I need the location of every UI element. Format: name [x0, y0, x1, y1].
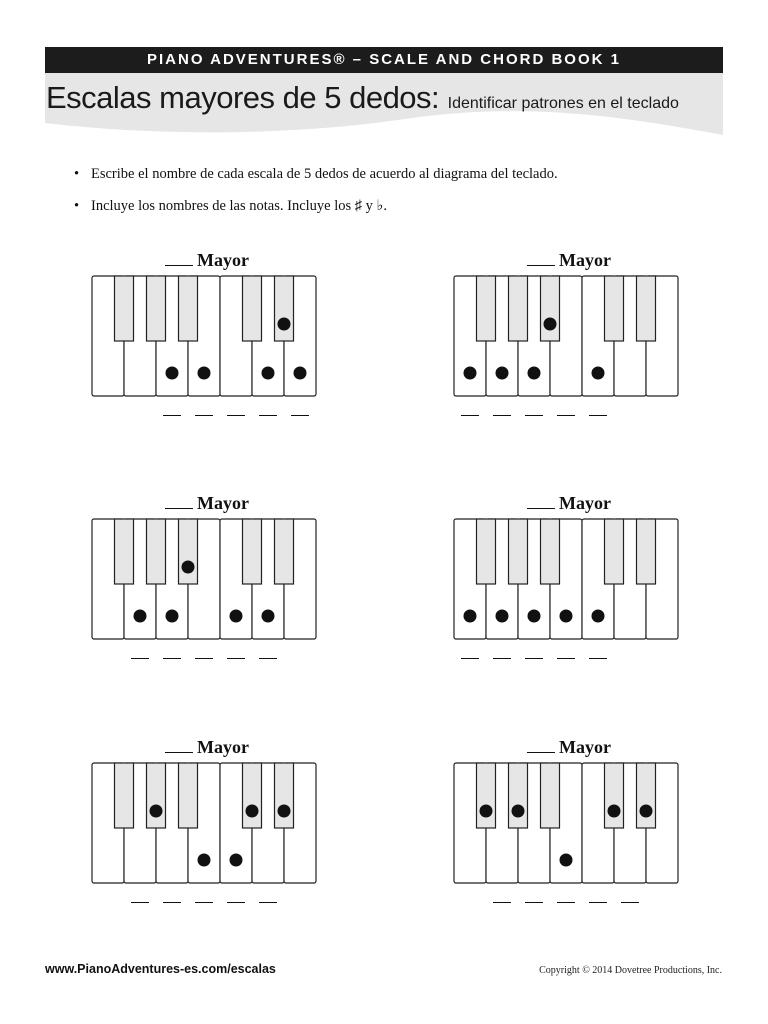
- note-answer-blank[interactable]: [195, 902, 213, 903]
- black-key-dot: [512, 805, 525, 818]
- keyboard-diagram: [453, 275, 679, 397]
- white-key-dot: [592, 610, 605, 623]
- exercise-1: [91, 249, 323, 439]
- black-key-dot: [150, 805, 163, 818]
- black-key: [637, 276, 656, 341]
- exercise-label: Mayor: [559, 737, 611, 757]
- scale-name-blank[interactable]: [165, 492, 193, 509]
- black-key: [115, 519, 134, 584]
- note-answer-blank[interactable]: [557, 902, 575, 903]
- black-key-dot: [278, 318, 291, 331]
- keyboard-diagram: [453, 518, 679, 640]
- note-answer-blank[interactable]: [195, 658, 213, 659]
- black-key: [243, 276, 262, 341]
- black-key: [179, 763, 198, 828]
- white-key-dot: [464, 367, 477, 380]
- exercise-6: [453, 736, 685, 926]
- white-key-dot: [166, 367, 179, 380]
- black-key-dot: [480, 805, 493, 818]
- black-key: [509, 276, 528, 341]
- white-key-dot: [464, 610, 477, 623]
- exercise-title: [453, 249, 685, 273]
- keyboard-diagram: [453, 762, 679, 884]
- note-answer-blank[interactable]: [291, 415, 309, 416]
- exercise-title: [453, 736, 685, 760]
- exercise-2: [453, 249, 685, 439]
- black-key: [477, 763, 496, 828]
- note-answer-blank[interactable]: [163, 902, 181, 903]
- exercise-label: Mayor: [559, 250, 611, 270]
- black-key-dot: [246, 805, 259, 818]
- title-main: Escalas mayores de 5 dedos:: [46, 80, 440, 115]
- bullet-icon: •: [74, 198, 80, 214]
- note-answer-blank[interactable]: [163, 658, 181, 659]
- black-key: [147, 276, 166, 341]
- scale-name-blank[interactable]: [527, 249, 555, 266]
- black-key: [541, 276, 560, 341]
- black-key: [637, 763, 656, 828]
- white-key-dot: [592, 367, 605, 380]
- black-key: [605, 763, 624, 828]
- note-answer-blank[interactable]: [259, 415, 277, 416]
- exercise-5: [91, 736, 323, 926]
- note-answer-blank[interactable]: [557, 415, 575, 416]
- white-key-dot: [262, 610, 275, 623]
- white-key-dot: [198, 367, 211, 380]
- instruction-text: Escribe el nombre de cada escala de 5 dedos de acuerdo al diagrama del teclado.: [91, 166, 558, 182]
- exercise-4: [453, 492, 685, 682]
- white-key-dot: [230, 610, 243, 623]
- black-key: [637, 519, 656, 584]
- exercise-label: Mayor: [197, 737, 249, 757]
- scale-name-blank[interactable]: [165, 249, 193, 266]
- white-key-dot: [230, 854, 243, 867]
- black-key-dot: [608, 805, 621, 818]
- white-key-dot: [134, 610, 147, 623]
- black-key: [179, 276, 198, 341]
- white-key-dot: [496, 367, 509, 380]
- note-answer-blank[interactable]: [461, 415, 479, 416]
- scale-name-blank[interactable]: [165, 736, 193, 753]
- note-answer-blank[interactable]: [163, 415, 181, 416]
- footer-url[interactable]: www.PianoAdventures-es.com/escalas: [45, 962, 276, 976]
- black-key: [541, 763, 560, 828]
- black-key: [115, 763, 134, 828]
- black-key-dot: [182, 561, 195, 574]
- black-key: [179, 519, 198, 584]
- note-answer-blank[interactable]: [131, 658, 149, 659]
- exercise-label: Mayor: [559, 493, 611, 513]
- black-key: [147, 763, 166, 828]
- black-key-dot: [544, 318, 557, 331]
- note-answer-blank[interactable]: [525, 902, 543, 903]
- exercise-3: [91, 492, 323, 682]
- black-key: [509, 763, 528, 828]
- series-header-bar: PIANO ADVENTURES® – SCALE AND CHORD BOOK 1: [45, 47, 723, 73]
- exercise-label: Mayor: [197, 250, 249, 270]
- note-answer-blank[interactable]: [589, 658, 607, 659]
- black-key: [509, 519, 528, 584]
- footer-copyright: Copyright © 2014 Dovetree Productions, Inc.: [539, 965, 722, 976]
- scale-name-blank[interactable]: [527, 492, 555, 509]
- note-answer-blank[interactable]: [131, 902, 149, 903]
- instructions-list: [74, 163, 558, 227]
- note-answer-blank[interactable]: [589, 902, 607, 903]
- exercise-title: [91, 492, 323, 516]
- title-subtitle: Identificar patrones en el teclado: [447, 95, 679, 112]
- black-key: [477, 519, 496, 584]
- note-answer-blank[interactable]: [195, 415, 213, 416]
- black-key-dot: [640, 805, 653, 818]
- exercise-label: Mayor: [197, 493, 249, 513]
- black-key: [275, 276, 294, 341]
- black-key: [147, 519, 166, 584]
- white-key-dot: [496, 610, 509, 623]
- scale-name-blank[interactable]: [527, 736, 555, 753]
- note-answer-blank[interactable]: [493, 658, 511, 659]
- note-answer-blank[interactable]: [621, 902, 639, 903]
- black-key: [605, 276, 624, 341]
- white-key-dot: [560, 610, 573, 623]
- keyboard-diagram: [91, 518, 317, 640]
- black-key-dot: [278, 805, 291, 818]
- note-answer-blank[interactable]: [493, 415, 511, 416]
- black-key: [275, 519, 294, 584]
- exercise-title: [91, 736, 323, 760]
- black-key: [541, 519, 560, 584]
- keyboard-diagram: [91, 762, 317, 884]
- black-key: [605, 519, 624, 584]
- instruction-item: [74, 195, 558, 227]
- exercise-title: [91, 249, 323, 273]
- black-key: [243, 519, 262, 584]
- exercise-title: [453, 492, 685, 516]
- note-answer-blank[interactable]: [259, 658, 277, 659]
- note-answer-blank[interactable]: [259, 902, 277, 903]
- white-key-dot: [528, 610, 541, 623]
- black-key: [275, 763, 294, 828]
- white-key-dot: [528, 367, 541, 380]
- page-title: [46, 80, 679, 116]
- note-answer-blank[interactable]: [461, 658, 479, 659]
- note-answer-blank[interactable]: [557, 658, 575, 659]
- white-key-dot: [198, 854, 211, 867]
- note-answer-blank[interactable]: [525, 658, 543, 659]
- black-key: [477, 276, 496, 341]
- keyboard-diagram: [91, 275, 317, 397]
- note-answer-blank[interactable]: [227, 658, 245, 659]
- bullet-icon: •: [74, 166, 80, 182]
- note-answer-blank[interactable]: [525, 415, 543, 416]
- note-answer-blank[interactable]: [227, 415, 245, 416]
- white-key-dot: [262, 367, 275, 380]
- instruction-item: [74, 163, 558, 195]
- note-answer-blank[interactable]: [589, 415, 607, 416]
- black-key: [243, 763, 262, 828]
- note-answer-blank[interactable]: [227, 902, 245, 903]
- black-key: [115, 276, 134, 341]
- white-key-dot: [560, 854, 573, 867]
- white-key-dot: [294, 367, 307, 380]
- instruction-text: Incluye los nombres de las notas. Incluye los ♯ y ♭.: [91, 198, 387, 214]
- note-answer-blank[interactable]: [493, 902, 511, 903]
- white-key-dot: [166, 610, 179, 623]
